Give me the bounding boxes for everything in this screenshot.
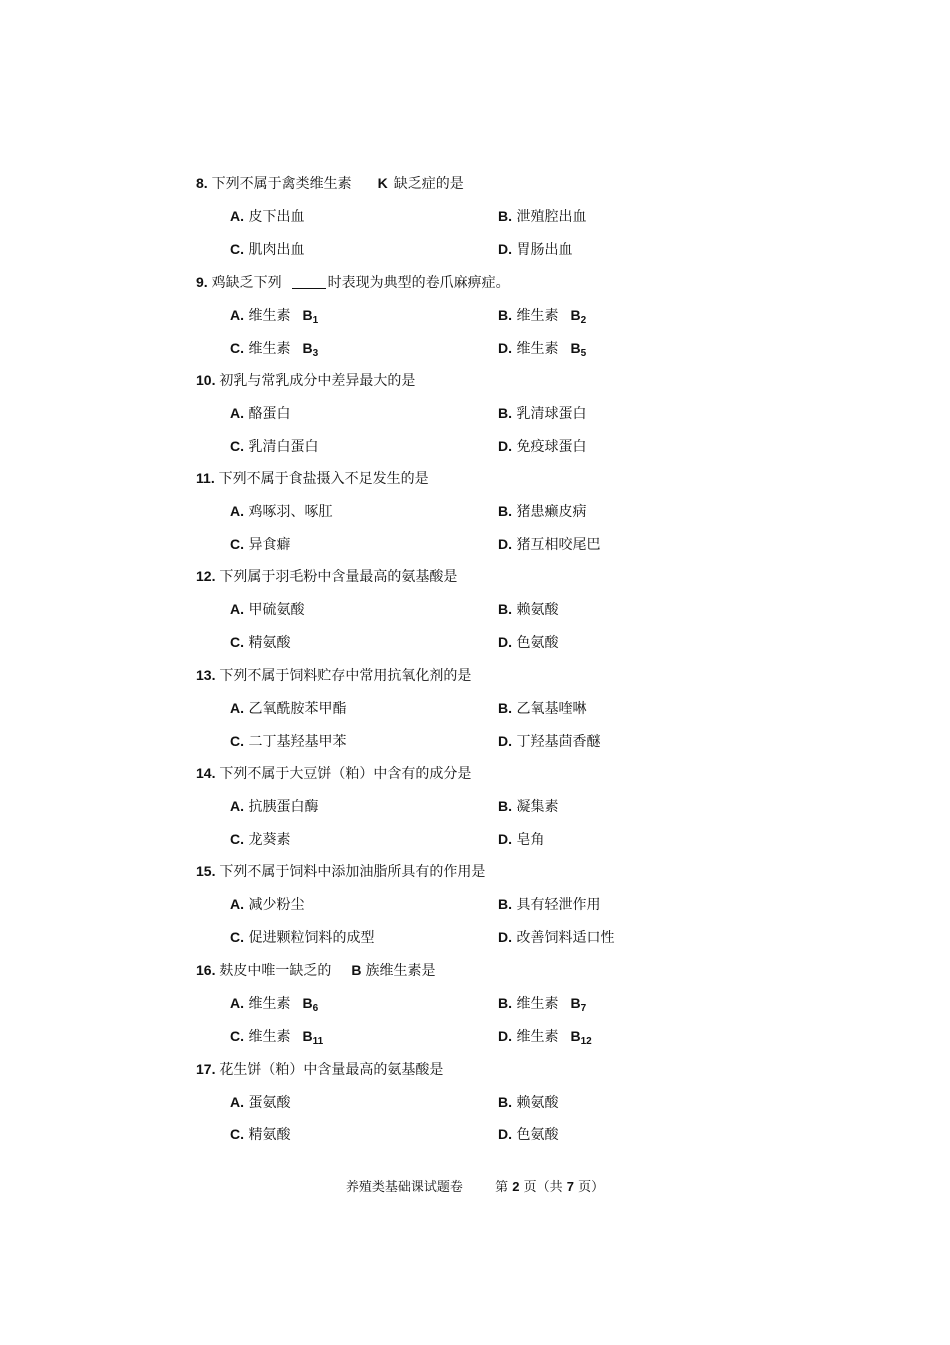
question-8-option-d: D. 胃肠出血 [498, 241, 573, 258]
question-10-option-d: D. 免疫球蛋白 [498, 438, 587, 455]
question-15-stem: 15 . 下列不属于饲料中添加油脂所具有的作用是 [196, 857, 485, 885]
question-13-option-a: A. 乙氧酰胺苯甲酯 [230, 700, 347, 717]
question-9-option-c: C. 维生素 $B_3$ [230, 340, 319, 359]
question-11-option-c: C. 异食癖 [230, 536, 291, 553]
question-11-option-d: D. 猪互相咬尾巴 [498, 536, 601, 553]
question-13-option-d: D. 丁羟基茴香醚 [498, 733, 601, 750]
question-13-option-c: C. 二丁基羟基甲苯 [230, 733, 347, 750]
question-10-option-a: A. 酪蛋白 [230, 405, 291, 422]
question-12-option-a: A. 甲硫氨酸 [230, 601, 305, 618]
question-17-option-c: C. 精氨酸 [230, 1126, 291, 1143]
question-9-option-b: B. 维生素 $B_2$ [498, 307, 587, 326]
exam-title: 养殖类基础课试题卷 [345, 1180, 463, 1195]
question-10-stem: 10 . 初乳与常乳成分中差异最大的是 [196, 366, 415, 394]
question-11-stem: 11 . 下列不属于食盐摄入不足发生的是 [196, 464, 429, 492]
question-17-stem: 17 . 花生饼（粕）中含量最高的氨基酸是 [196, 1055, 443, 1083]
question-12-stem: 12 . 下列属于羽毛粉中含量最高的氨基酸是 [196, 562, 457, 590]
question-15-option-b: B. 具有轻泄作用 [498, 896, 601, 913]
question-16-option-b: B. 维生素 $B_7$ [498, 995, 587, 1014]
question-16-option-c: C. 维生素 $B_{11}$ [230, 1028, 324, 1047]
question-16-stem: 16 . 麸皮中唯一缺乏的 B 族维生素是 [196, 956, 435, 984]
question-14-option-a: A. 抗胰蛋白酶 [230, 798, 319, 815]
question-13-option-b: B. 乙氧基喹啉 [498, 700, 587, 717]
question-9-stem: 9 . 鸡缺乏下列 时表现为典型的卷爪麻痹症。 [196, 268, 510, 296]
question-16-option-d: D. 维生素 $B_{12}$ [498, 1028, 592, 1047]
question-15-option-a: A. 减少粉尘 [230, 896, 305, 913]
question-8-stem: 8 . 下列不属于禽类维生素 K 缺乏症的是 [196, 169, 464, 197]
question-12-option-d: D. 色氨酸 [498, 634, 559, 651]
question-11-option-b: B. 猪患癞皮病 [498, 503, 587, 520]
question-8-option-a: A. 皮下出血 [230, 208, 305, 225]
question-13-stem: 13 . 下列不属于饲料贮存中常用抗氧化剂的是 [196, 661, 471, 689]
question-16-option-a: A. 维生素 $B_6$ [230, 995, 319, 1014]
question-14-option-d: D. 皂角 [498, 831, 545, 848]
question-9-option-a: A. 维生素 $B_1$ [230, 307, 319, 326]
page-number: 2 [512, 1179, 520, 1194]
question-8-option-b: B. 泄殖腔出血 [498, 208, 587, 225]
question-12-option-b: B. 赖氨酸 [498, 601, 559, 618]
question-8-option-c: C. 肌肉出血 [230, 241, 305, 258]
page-footer: 养殖类基础课试题卷 第 2 页（共 7 页） [345, 1179, 605, 1195]
question-10-option-b: B. 乳清球蛋白 [498, 405, 587, 422]
question-11-option-a: A. 鸡啄羽、啄肛 [230, 503, 333, 520]
question-17-option-b: B. 赖氨酸 [498, 1094, 559, 1111]
question-14-stem: 14 . 下列不属于大豆饼（粕）中含有的成分是 [196, 759, 471, 787]
question-14-option-b: B. 凝集素 [498, 798, 559, 815]
question-17-option-a: A. 蛋氨酸 [230, 1094, 291, 1111]
question-15-option-d: D. 改善饲料适口性 [498, 929, 615, 946]
question-10-option-c: C. 乳清白蛋白 [230, 438, 319, 455]
answer-blank [292, 272, 326, 289]
question-14-option-c: C. 龙葵素 [230, 831, 291, 848]
question-17-option-d: D. 色氨酸 [498, 1126, 559, 1143]
question-12-option-c: C. 精氨酸 [230, 634, 291, 651]
question-15-option-c: C. 促进颗粒饲料的成型 [230, 929, 375, 946]
total-pages: 7 [566, 1179, 575, 1194]
question-9-option-d: D. 维生素 $B_5$ [498, 340, 587, 359]
